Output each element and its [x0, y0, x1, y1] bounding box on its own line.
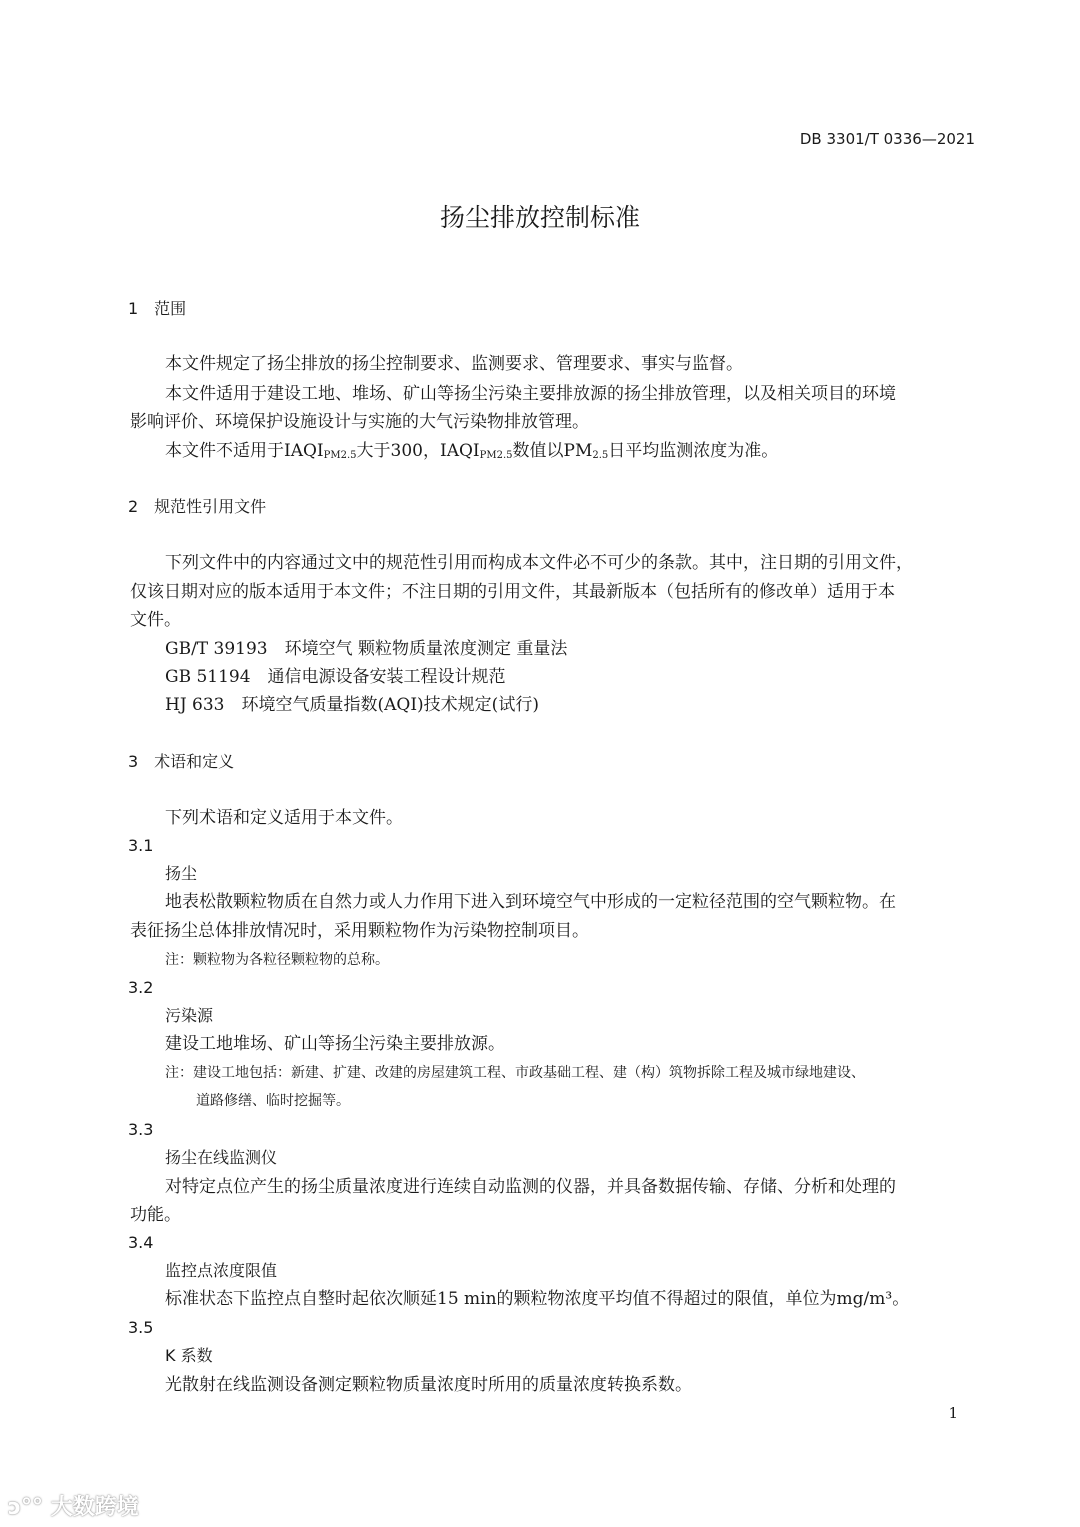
paragraph: 仅该日期对应的版本适用于本文件；不注日期的引用文件，其最新版本（包括所有的修改单）适用于本 — [130, 582, 895, 602]
paragraph: 文件。 — [130, 610, 181, 630]
document-number: DB 3301/T 0336—2021 — [799, 130, 975, 148]
term-number: 3.3 — [128, 1120, 154, 1139]
paragraph: 下列术语和定义适用于本文件。 — [165, 808, 403, 828]
text: 大于300，IAQI — [356, 441, 480, 461]
term-number: 3.5 — [128, 1318, 154, 1337]
definition: 光散射在线监测设备测定颗粒物质量浓度时所用的质量浓度转换系数。 — [165, 1375, 692, 1395]
definition: 对特定点位产生的扬尘质量浓度进行连续自动监测的仪器，并具备数据传输、存储、分析和处理的 — [165, 1177, 896, 1197]
document-title: 扬尘排放控制标准 — [439, 203, 640, 232]
paragraph — [165, 439, 778, 468]
text: 数值以PM — [512, 441, 593, 461]
reference-item: GB/T 39193 环境空气 颗粒物质量浓度测定 重量法 — [165, 639, 568, 659]
watermark-text: 大数跨境 — [50, 1495, 139, 1520]
paragraph: 影响评价、环境保护设施设计与实施的大气污染物排放管理。 — [130, 412, 589, 432]
subscript: 2.5 — [592, 450, 609, 461]
term-number: 3.4 — [128, 1233, 154, 1252]
section-heading: 3 术语和定义 — [128, 752, 235, 771]
paragraph: 本文件规定了扬尘排放的扬尘控制要求、监测要求、管理要求、事实与监督。 — [165, 354, 743, 374]
paragraph: 本文件适用于建设工地、堆场、矿山等扬尘污染主要排放源的扬尘排放管理，以及相关项目的环境 — [165, 384, 896, 404]
term-name: 污染源 — [165, 1006, 214, 1025]
term-number: 3.2 — [128, 978, 154, 997]
text: 日平均监测浓度为准。 — [608, 441, 779, 461]
definition: 建设工地堆场、矿山等扬尘污染主要排放源。 — [165, 1034, 505, 1054]
definition: 地表松散颗粒物质在自然力或人力作用下进入到环境空气中形成的一定粒径范围的空气颗粒物。在 — [165, 892, 896, 912]
term-number: 3.1 — [128, 836, 154, 855]
watermark-icon: ↄ°° — [8, 1495, 44, 1520]
note: 注：建设工地包括：新建、扩建、改建的房屋建筑工程、市政基础工程、建（构）筑物拆除工程及城市绿地建设、 — [165, 1065, 865, 1081]
term-name: 扬尘在线监测仪 — [165, 1148, 278, 1167]
watermark-logo — [8, 1490, 139, 1521]
reference-item: HJ 633 环境空气质量指数(AQI)技术规定(试行) — [165, 695, 539, 715]
section-heading: 2 规范性引用文件 — [128, 497, 267, 516]
subscript: PM2.5 — [479, 450, 513, 461]
term-name: 监控点浓度限值 — [165, 1261, 278, 1280]
paragraph: 下列文件中的内容通过文中的规范性引用而构成本文件必不可少的条款。其中，注日期的引用文件， — [165, 553, 913, 573]
reference-item: GB 51194 通信电源设备安装工程设计规范 — [165, 667, 506, 687]
note: 注：颗粒物为各粒径颗粒物的总称。 — [165, 952, 389, 968]
definition: 表征扬尘总体排放情况时，采用颗粒物作为污染物控制项目。 — [130, 921, 589, 941]
text: 本文件不适用于IAQI — [165, 441, 324, 461]
section-heading: 1 范围 — [128, 299, 187, 318]
subscript: PM2.5 — [323, 450, 357, 461]
page-number: 1 — [948, 1404, 958, 1422]
definition: 功能。 — [130, 1205, 181, 1225]
term-name: K 系数 — [165, 1346, 213, 1365]
definition: 标准状态下监控点自整时起依次顺延15 min的颗粒物浓度平均值不得超过的限值，单位为mg/m³。 — [165, 1289, 910, 1309]
note: 道路修缮、临时挖掘等。 — [196, 1093, 350, 1109]
term-name: 扬尘 — [165, 864, 198, 883]
